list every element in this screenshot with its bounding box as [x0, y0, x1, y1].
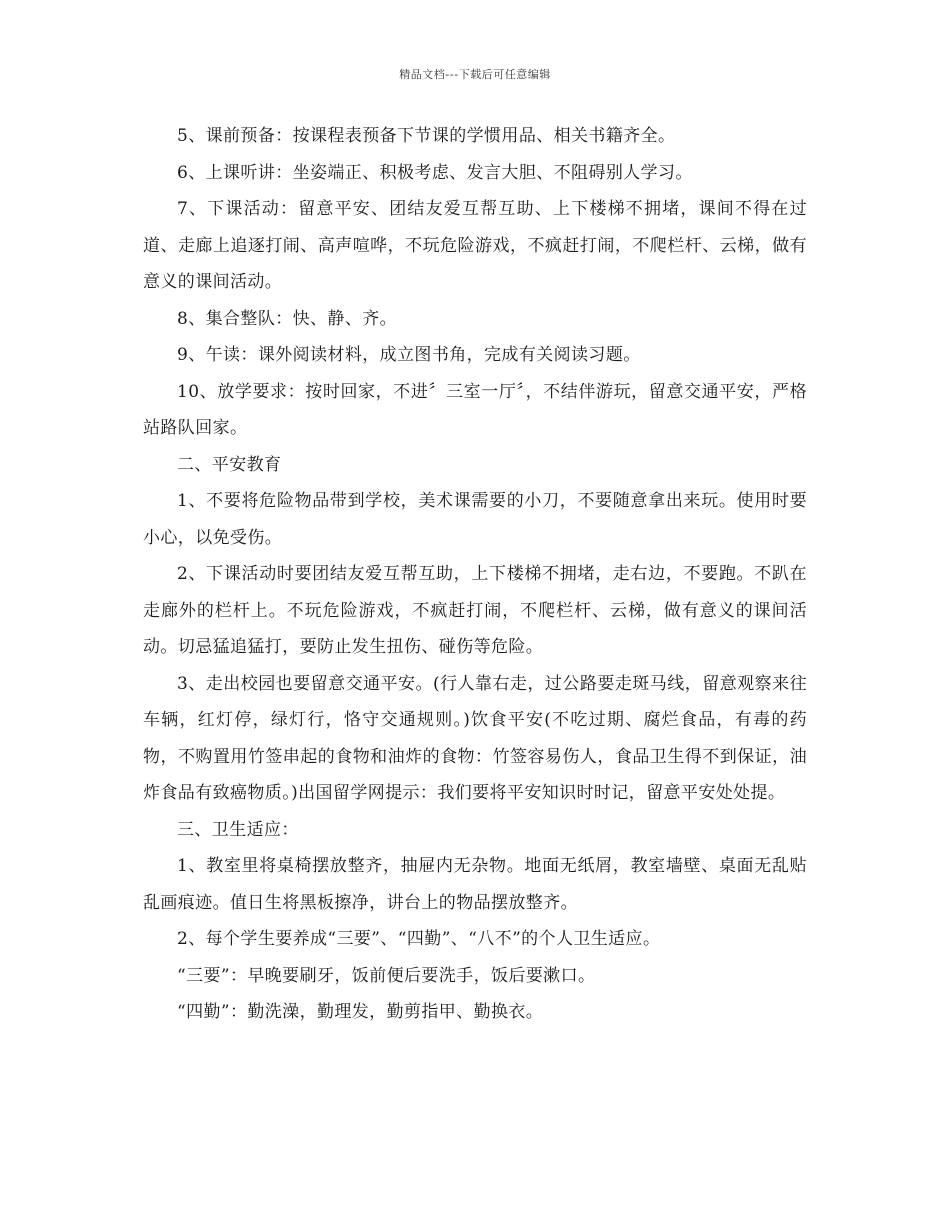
paragraph-item-10-dismissal: 10、放学要求：按时回家，不进〞三室一厅〞，不结伴游玩，留意交通平安，严格站路队回家。 [143, 381, 807, 438]
paragraph-item-7-break-activity: 7、下课活动：留意平安、团结友爱互帮互助、上下楼梯不拥堵，课间不得在过道、走廊上追逐打闹、高声喧哗，不玩危险游戏，不疯赶打闹，不爬栏杆、云梯，做有意义的课间活动。 [143, 199, 807, 292]
paragraph-item-8-assembly: 8、集合整队：快、静、齐。 [177, 308, 398, 329]
paragraph-safety-2: 2、下课活动时要团结友爱互帮互助，上下楼梯不拥堵，走右边，不要跑。不趴在走廊外的栏杆上。不玩危险游戏，不疯赶打闹，不爬栏杆、云梯，做有意义的课间活动。切忌猛追猛打，要防止发生扭伤、碰伤等危险。 [143, 564, 807, 657]
paragraph-three-musts: “三要”：早晚要刷牙，饭前便后要洗手，饭后要漱口。 [177, 965, 596, 986]
section-heading-safety: 二、平安教育 [177, 454, 282, 475]
paragraph-safety-1: 1、不要将危险物品带到学校，美术课需要的小刀，不要随意拿出来玩。使用时要小心，以免受伤。 [143, 491, 807, 548]
page-header: 精品文档---下载后可任意编辑 [399, 68, 551, 81]
paragraph-item-9-reading: 9、午读：课外阅读材料，成立图书角，完成有关阅读习题。 [177, 345, 641, 365]
paragraph-hygiene-1: 1、教室里将桌椅摆放整齐，抽屉内无杂物。地面无纸屑，教室墙壁、桌面无乱贴乱画痕迹。值日生将黑板擦净，讲台上的物品摆放整齐。 [143, 856, 807, 913]
paragraph-safety-3: 3、走出校园也要留意交通平安。(行人靠右走，过公路要走斑马线，留意观察来往车辆，红灯停，绿灯行，恪守交通规则。)饮食平安(不吃过期、腐烂食品，有毒的药物，不购置用竹签串起的食物和油炸的食物：竹签容易伤人，食品卫生得不到保证，油炸食品有致癌物质。)出国留学网提示：我们要将平安知识时时记，留意平安处处提。 [143, 673, 807, 803]
paragraph-four-diligences: “四勤”：勤洗澡，勤理发，勤剪指甲、勤换衣。 [177, 1002, 544, 1022]
paragraph-item-5-preparation: 5、课前预备：按课程表预备下节课的学惯用品、相关书籍齐全。 [177, 126, 676, 146]
paragraph-hygiene-2: 2、每个学生要养成“三要”、“四勤”、“八不”的个人卫生适应。 [177, 929, 661, 949]
section-heading-hygiene: 三、卫生适应： [177, 819, 299, 840]
document-body [143, 118, 807, 1031]
paragraph-item-6-listening: 6、上课听讲：坐姿端正、积极考虑、发言大胆、不阻碍别人学习。 [177, 162, 693, 183]
